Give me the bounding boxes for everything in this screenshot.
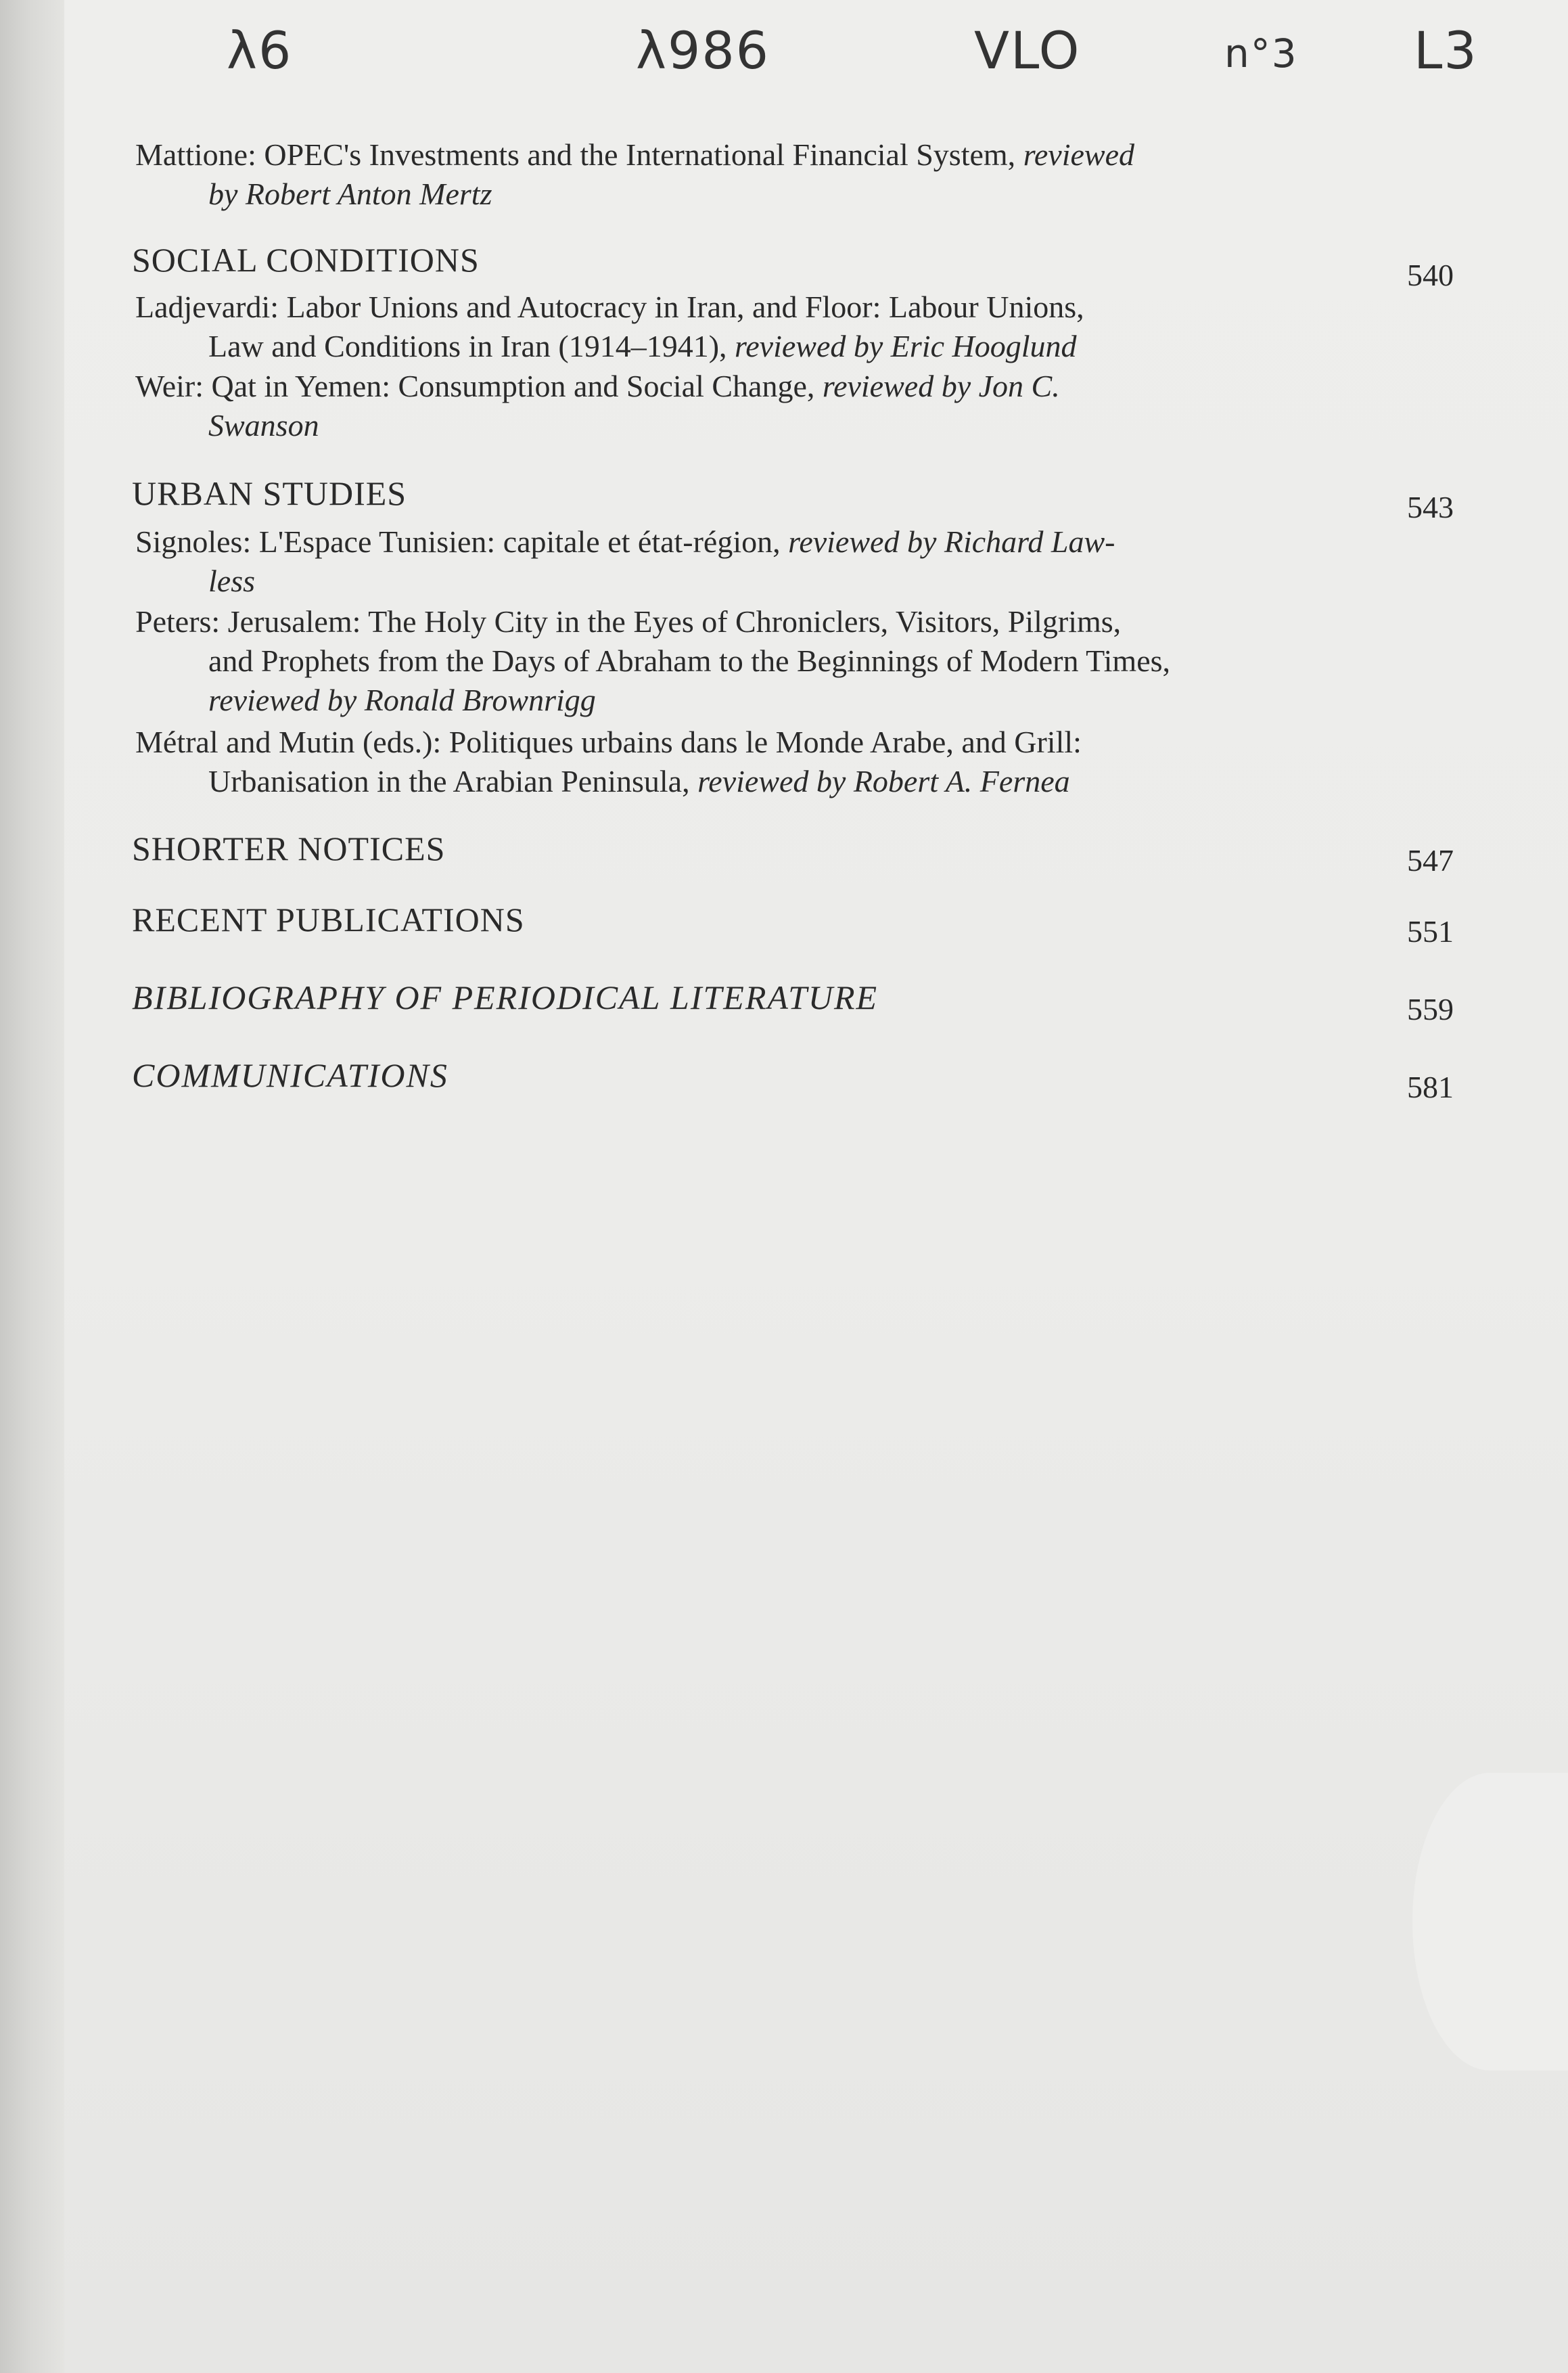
reviewer-text: reviewed by Jon C.	[822, 369, 1060, 403]
page-number-urban-studies: 543	[1407, 490, 1454, 524]
reviewer-text: reviewed	[1023, 137, 1135, 172]
toc-entry-metral	[135, 723, 1339, 801]
section-title-social-conditions: SOCIAL CONDITIONS	[132, 241, 480, 279]
handwritten-note-5: L3	[1414, 20, 1478, 81]
handwritten-note-4: n°3	[1224, 30, 1298, 76]
section-title-recent-publications: RECENT PUBLICATIONS	[132, 901, 525, 939]
entry-text: Urbanisation in the Arabian Peninsula,	[208, 764, 698, 798]
toc-entry-weir	[135, 367, 1339, 445]
section-title-urban-studies: URBAN STUDIES	[132, 474, 407, 512]
entry-text: Métral and Mutin (eds.): Politiques urbains dans le Monde Arabe, and Grill:	[135, 725, 1082, 759]
entry-text: Signoles: L'Espace Tunisien: capitale et état-région,	[135, 524, 789, 559]
entry-text: Mattione: OPEC's Investments and the International Financial System,	[135, 137, 1023, 172]
section-title-shorter-notices: SHORTER NOTICES	[132, 830, 446, 867]
reviewer-text: reviewed by Eric Hooglund	[735, 329, 1077, 363]
reviewer-text: by Robert Anton Mertz	[208, 177, 492, 211]
reviewer-text: reviewed by Richard Law-	[788, 524, 1115, 559]
reviewer-text: reviewed by Robert A. Fernea	[697, 764, 1070, 798]
entry-text: and Prophets from the Days of Abraham to the Beginnings of Modern Times,	[208, 643, 1171, 678]
toc-entry-mattione	[135, 135, 1339, 214]
entry-text: Peters: Jerusalem: The Holy City in the Eyes of Chroniclers, Visitors, Pilgrims,	[135, 604, 1122, 639]
entry-text: Ladjevardi: Labor Unions and Autocracy in Iran, and Floor: Labour Unions,	[135, 290, 1084, 324]
handwritten-note-3: VLO	[974, 20, 1081, 81]
reviewer-text: reviewed by Ronald Brownrigg	[208, 683, 596, 717]
section-title-communications: COMMUNICATIONS	[132, 1056, 448, 1094]
reviewer-text: less	[208, 564, 255, 598]
bleed-through-shadow	[1412, 1773, 1568, 2071]
reviewer-text: Swanson	[208, 408, 319, 443]
book-binding-shadow	[0, 0, 64, 2373]
toc-entry-signoles	[135, 522, 1339, 601]
page-number-communications: 581	[1407, 1070, 1454, 1104]
page-number-social-conditions: 540	[1407, 258, 1454, 292]
entry-text: Law and Conditions in Iran (1914–1941),	[208, 329, 735, 363]
toc-entry-ladjevardi	[135, 288, 1339, 366]
handwritten-note-2: λ986	[636, 20, 770, 81]
page-number-shorter-notices: 547	[1407, 843, 1454, 878]
page-number-recent-publications: 551	[1407, 914, 1454, 949]
section-title-bibliography: BIBLIOGRAPHY OF PERIODICAL LITERATURE	[132, 978, 879, 1016]
page-number-bibliography: 559	[1407, 992, 1454, 1026]
handwritten-note-1: λ6	[227, 20, 293, 81]
toc-entry-peters	[135, 602, 1339, 720]
entry-text: Weir: Qat in Yemen: Consumption and Social Change,	[135, 369, 823, 403]
